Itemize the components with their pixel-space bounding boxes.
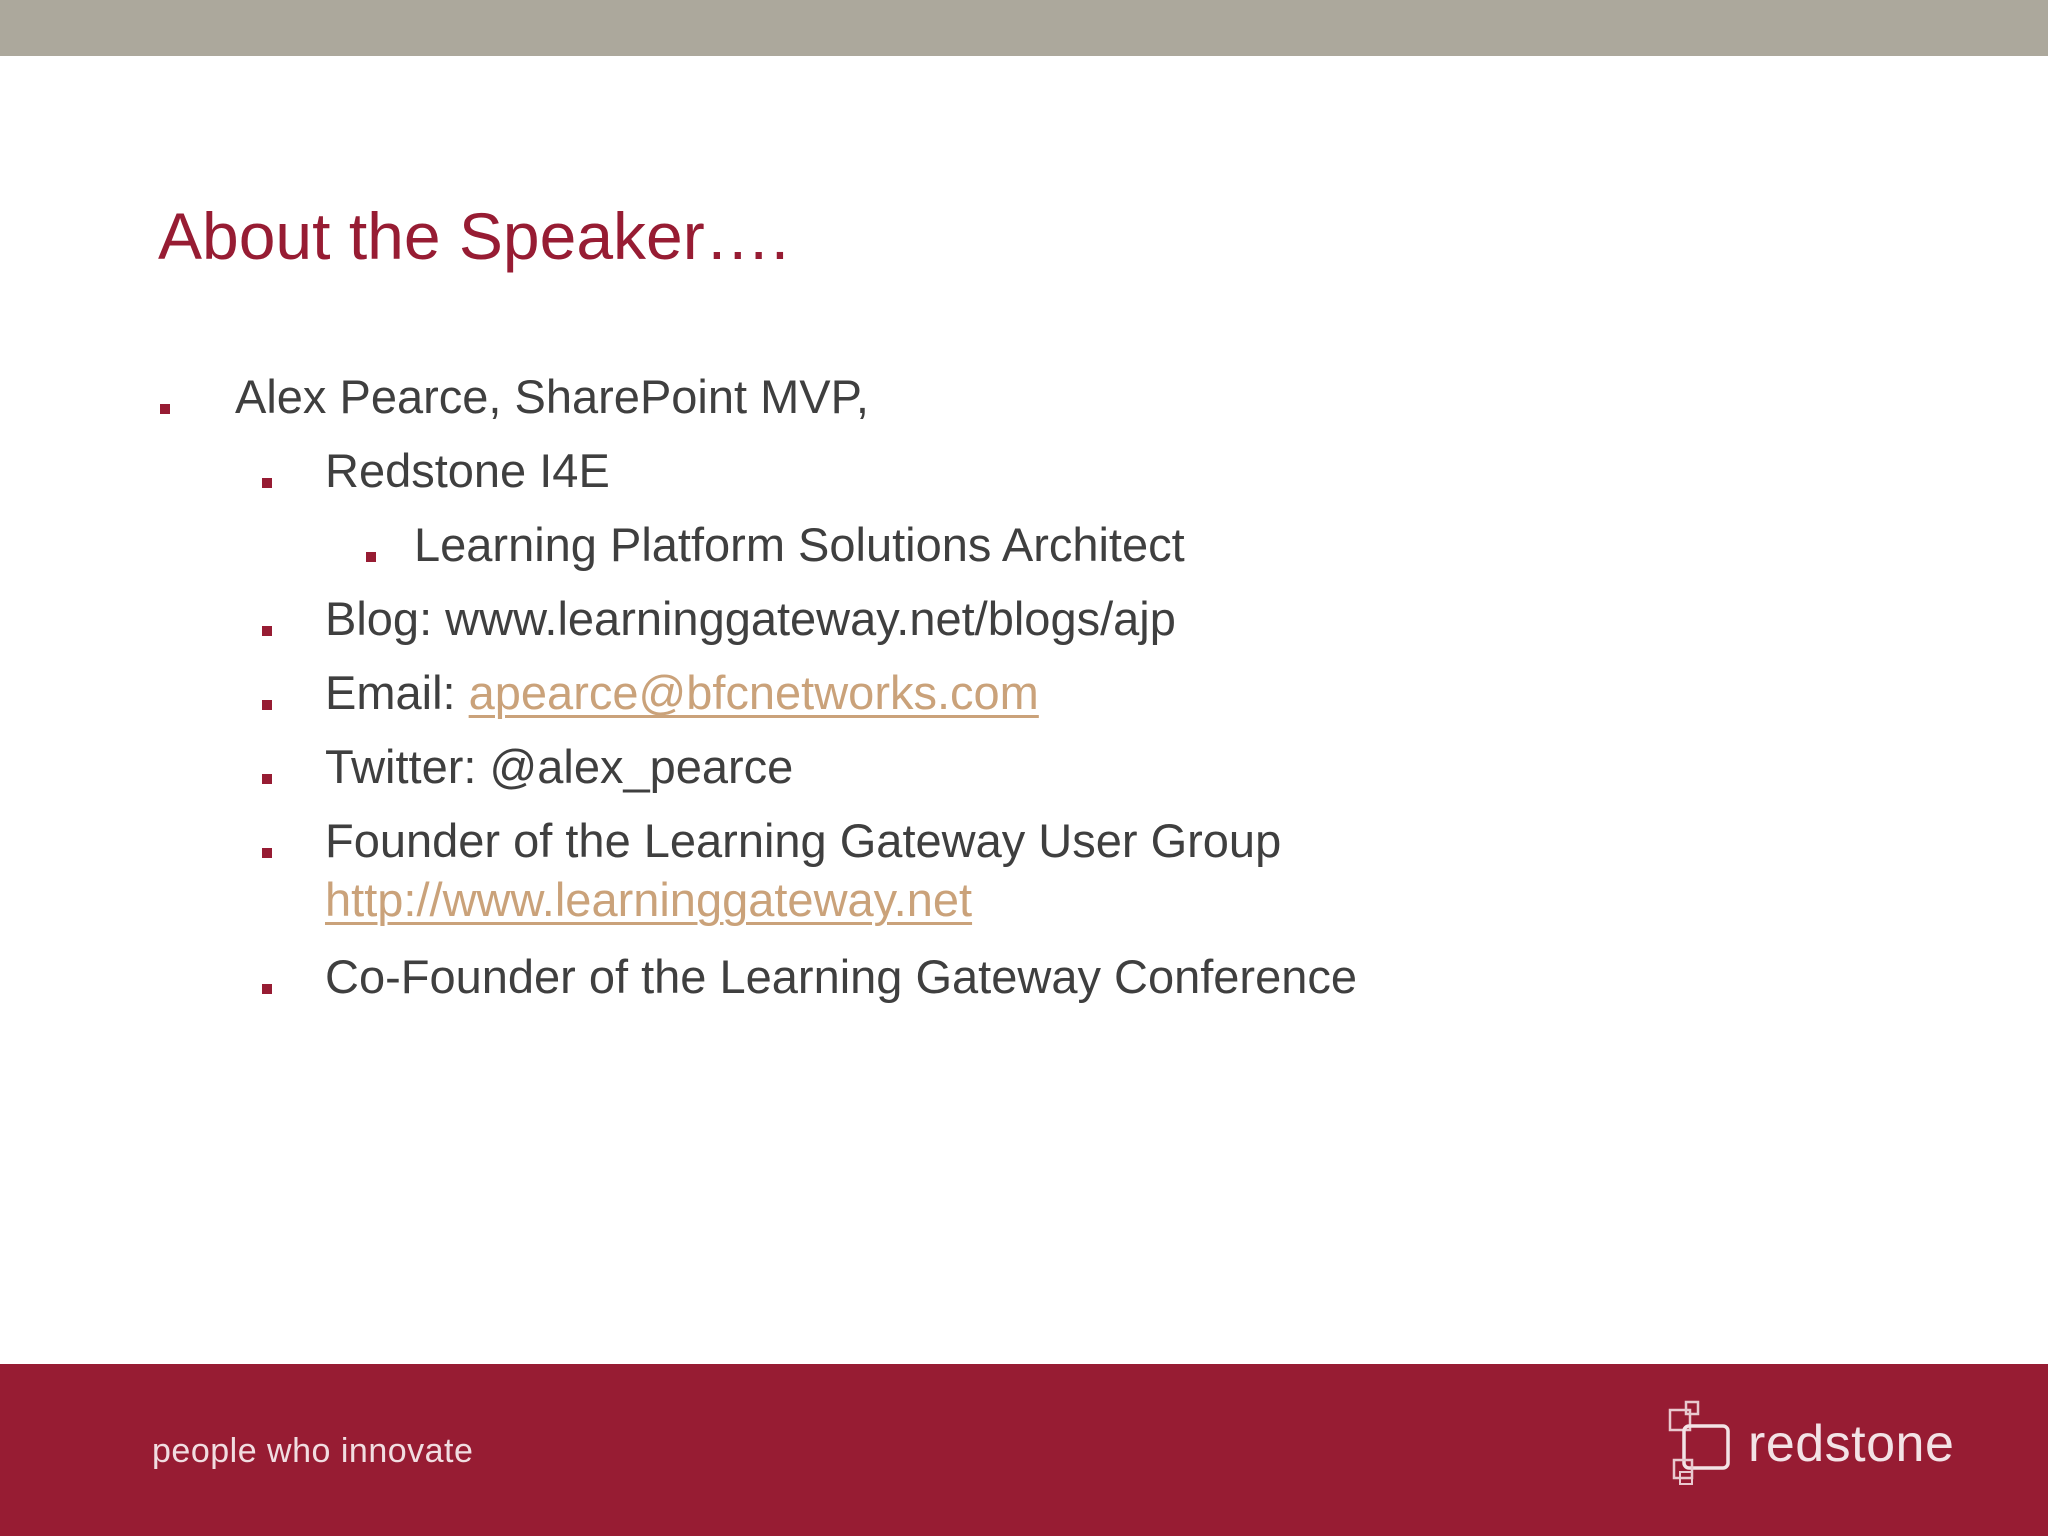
square-bullet-icon	[262, 774, 272, 784]
redstone-squares-logo-icon	[1668, 1400, 1732, 1488]
bullet-text: Email:	[325, 666, 469, 719]
bullet-item	[325, 810, 1281, 930]
bullet-item	[325, 662, 1039, 723]
email-link[interactable]: apearce@bfcnetworks.com	[468, 666, 1039, 719]
logo-text: redstone	[1748, 1415, 1955, 1473]
square-bullet-icon	[262, 984, 272, 994]
square-bullet-icon	[262, 700, 272, 710]
bullet-text: Co-Founder of the Learning Gateway Conference	[325, 950, 1358, 1003]
website-link[interactable]: http://www.learninggateway.net	[325, 873, 973, 927]
bullet-item	[235, 366, 869, 427]
bullet-text: Founder of the Learning Gateway User Group	[325, 814, 1282, 867]
top-bar	[0, 0, 2048, 56]
bullet-item	[325, 588, 1176, 649]
slide-title: About the Speaker….	[158, 199, 790, 273]
square-bullet-icon	[262, 848, 272, 858]
bullet-text: Twitter: @alex_pearce	[325, 740, 794, 793]
footer-tagline: people who innovate	[152, 1432, 474, 1470]
bullet-item	[325, 440, 610, 501]
bullet-text: Redstone I4E	[325, 444, 610, 497]
bullet-item	[325, 736, 793, 797]
bullet-item	[325, 946, 1357, 1007]
bullet-text: Learning Platform Solutions Architect	[414, 518, 1185, 571]
square-bullet-icon	[262, 626, 272, 636]
bullet-text: Alex Pearce, SharePoint MVP,	[235, 370, 869, 423]
square-bullet-icon	[366, 552, 376, 562]
footer-bar	[0, 1364, 2048, 1536]
bullet-text: Blog: www.learninggateway.net/blogs/ajp	[325, 592, 1176, 645]
bullet-item	[414, 514, 1185, 575]
redstone-logo	[1668, 1400, 1968, 1490]
square-bullet-icon	[160, 404, 170, 414]
square-bullet-icon	[262, 478, 272, 488]
